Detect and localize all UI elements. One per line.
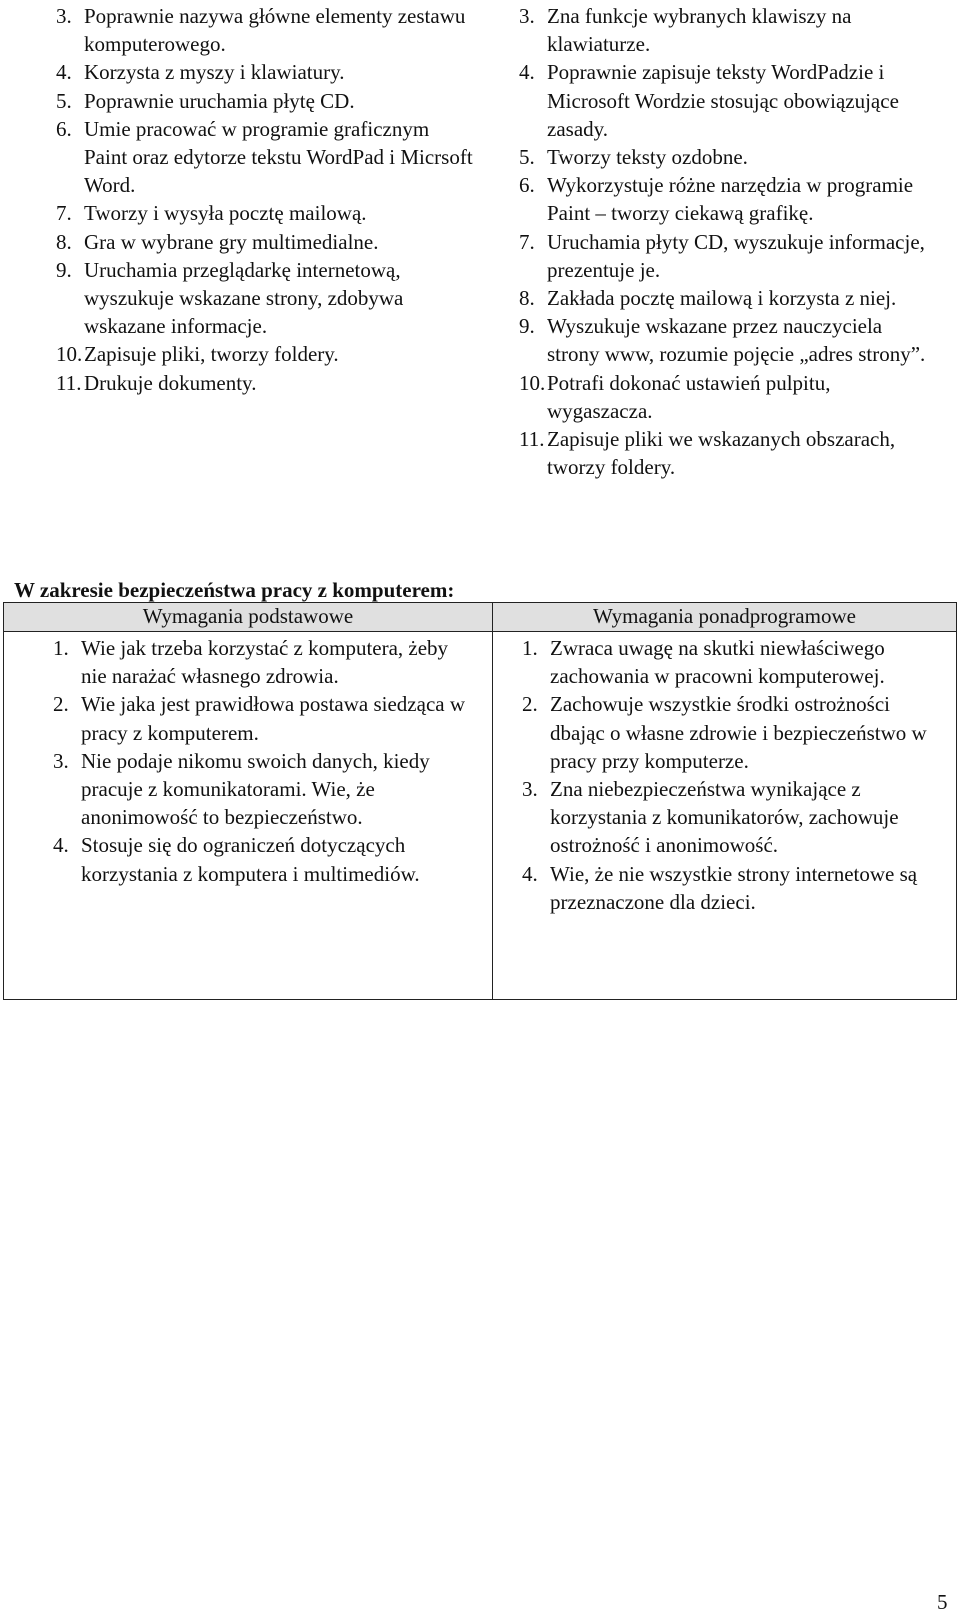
- item-number: 7.: [56, 201, 72, 226]
- top-right-list: [519, 2, 939, 481]
- item-text: Tworzy i wysyła pocztę mailową.: [84, 201, 367, 226]
- item-number: 5.: [519, 145, 535, 170]
- item-number: 8.: [56, 229, 72, 254]
- list-item: [56, 199, 476, 227]
- item-text: Wie, że nie wszystkie strony internetowe są przeznaczone dla dzieci.: [550, 861, 918, 914]
- item-text: Uruchamia płyty CD, wyszukuje informacje, prezentuje je.: [547, 229, 925, 282]
- item-number: 8.: [519, 286, 535, 311]
- item-text: Potrafi dokonać ustawień pulpitu, wygaszacza.: [547, 370, 831, 423]
- list-item: [53, 634, 473, 690]
- table-header-row: [4, 603, 957, 632]
- item-number: 4.: [522, 861, 538, 886]
- item-text: Zna funkcje wybranych klawiszy na klawiaturze.: [547, 4, 852, 57]
- list-item: [53, 690, 473, 746]
- list-item: [519, 312, 939, 368]
- advanced-requirements-cell: [493, 632, 957, 1000]
- list-item: [519, 425, 939, 481]
- page-number: 5: [937, 1590, 948, 1614]
- item-text: Nie podaje nikomu swoich danych, kiedy pracuje z komunikatorami. Wie, że anonimowość to bezpieczeństwo.: [81, 748, 430, 830]
- item-number: 6.: [519, 173, 535, 198]
- list-item: [522, 775, 942, 860]
- list-item: [522, 860, 942, 916]
- list-item: [56, 87, 476, 115]
- item-number: 5.: [56, 88, 72, 113]
- item-number: 2.: [53, 692, 69, 717]
- item-text: Wie jak trzeba korzystać z komputera, żeby nie narażać własnego zdrowia.: [81, 636, 449, 689]
- list-item: [56, 340, 476, 368]
- list-item: [56, 369, 476, 397]
- list-item: [53, 831, 473, 887]
- item-text: Wykorzystuje różne narzędzia w programie Paint – tworzy ciekawą grafikę.: [547, 173, 914, 226]
- item-number: 2.: [522, 692, 538, 717]
- basic-requirements-cell: [4, 632, 493, 1000]
- column-header-basic: Wymagania podstawowe: [4, 603, 493, 632]
- list-item: [519, 228, 939, 284]
- list-item: [56, 115, 476, 200]
- item-number: 3.: [56, 4, 72, 28]
- item-text: Gra w wybrane gry multimedialne.: [84, 229, 379, 254]
- item-text: Korzysta z myszy i klawiatury.: [84, 60, 345, 85]
- item-text: Wie jaka jest prawidłowa postawa siedząca w pracy z komputerem.: [81, 692, 465, 745]
- item-text: Stosuje się do ograniczeń dotyczących korzystania z komputera i multimediów.: [81, 833, 420, 886]
- item-text: Zapisuje pliki we wskazanych obszarach, tworzy foldery.: [547, 427, 896, 480]
- item-number: 3.: [522, 777, 538, 802]
- item-text: Uruchamia przeglądarkę internetową, wyszukuje wskazane strony, zdobywa wskazane informacje.: [84, 257, 404, 339]
- item-number: 3.: [519, 4, 535, 28]
- item-text: Zakłada pocztę mailową i korzysta z niej.: [547, 286, 897, 311]
- list-item: [519, 284, 939, 312]
- list-item: [519, 2, 939, 58]
- item-number: 6.: [56, 116, 72, 141]
- list-item: [522, 690, 942, 775]
- item-text: Poprawnie uruchamia płytę CD.: [84, 88, 355, 113]
- item-number: 1.: [522, 636, 538, 660]
- table-row: [4, 632, 957, 1000]
- item-number: 11.: [56, 370, 82, 395]
- item-number: 4.: [56, 60, 72, 85]
- list-item: [56, 58, 476, 86]
- item-number: 4.: [519, 60, 535, 85]
- list-item: [519, 58, 939, 143]
- list-item: [56, 2, 476, 58]
- advanced-requirements-list: [522, 634, 942, 916]
- list-item: [519, 369, 939, 425]
- item-text: Tworzy teksty ozdobne.: [547, 145, 748, 170]
- item-text: Zapisuje pliki, tworzy foldery.: [84, 342, 339, 367]
- basic-requirements-list: [53, 634, 473, 888]
- item-text: Zachowuje wszystkie środki ostrożności dbając o własne zdrowie i bezpieczeństwo w pracy przy komputerze.: [550, 692, 927, 773]
- item-number: 1.: [53, 636, 69, 660]
- item-number: 9.: [519, 314, 535, 339]
- item-number: 11.: [519, 427, 545, 452]
- list-item: [519, 171, 939, 227]
- item-text: Umie pracować w programie graficznym Paint oraz edytorze tekstu WordPad i Micrsoft Word.: [84, 116, 473, 198]
- item-text: Poprawnie zapisuje teksty WordPadzie i Microsoft Wordzie stosując obowiązujące zasady.: [547, 60, 899, 141]
- item-number: 3.: [53, 748, 69, 773]
- list-item: [56, 228, 476, 256]
- item-number: 7.: [519, 229, 535, 254]
- list-item: [519, 143, 939, 171]
- item-text: Poprawnie nazywa główne elementy zestawu komputerowego.: [84, 4, 466, 57]
- list-item: [53, 747, 473, 832]
- item-text: Drukuje dokumenty.: [84, 370, 257, 395]
- item-text: Zwraca uwagę na skutki niewłaściwego zachowania w pracowni komputerowej.: [550, 636, 885, 689]
- item-number: 10.: [56, 342, 83, 367]
- item-number: 9.: [56, 257, 72, 282]
- column-header-advanced: Wymagania ponadprogramowe: [493, 603, 957, 632]
- top-left-list: [56, 2, 476, 397]
- section-heading: W zakresie bezpieczeństwa pracy z komputerem:: [14, 578, 455, 602]
- item-number: 10.: [519, 370, 546, 395]
- item-text: Wyszukuje wskazane przez nauczyciela strony www, rozumie pojęcie „adres strony”.: [547, 314, 926, 367]
- item-text: Zna niebezpieczeństwa wynikające z korzystania z komunikatorów, zachowuje ostrożność i anonimowość.: [550, 777, 899, 858]
- list-item: [522, 634, 942, 690]
- requirements-table: [3, 602, 957, 1000]
- item-number: 4.: [53, 833, 69, 858]
- list-item: [56, 256, 476, 341]
